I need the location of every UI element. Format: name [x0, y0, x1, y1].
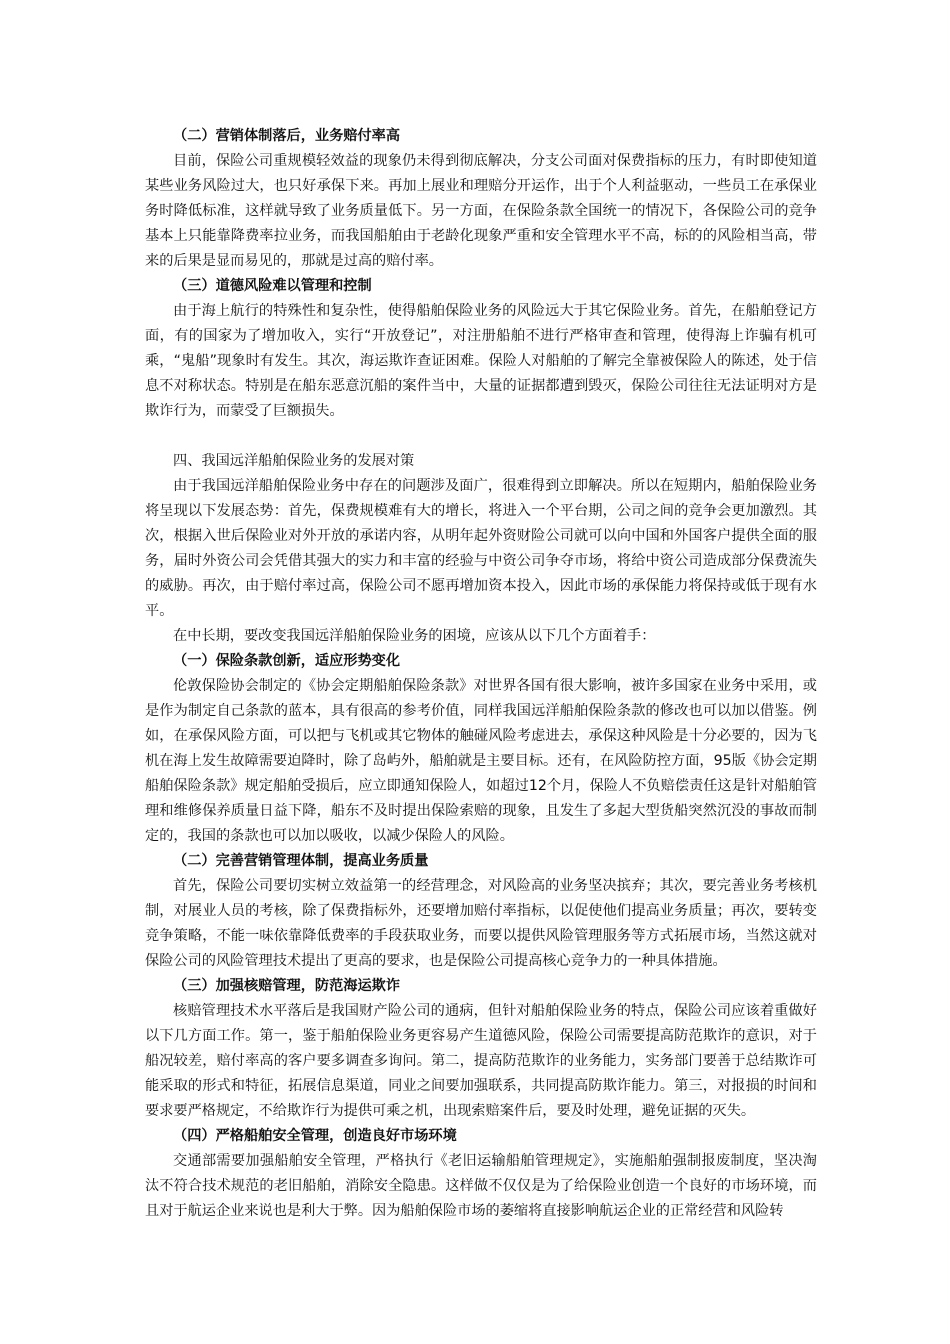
paragraph-long-term-intro: 在中长期，要改变我国远洋船舶保险业务的困境，应该从以下几个方面着手：	[173, 628, 656, 644]
document-page	[145, 124, 817, 1224]
subsection-heading-marketing-management: （二）完善营销管理体制，提高业务质量	[173, 853, 429, 869]
paragraph-short-term: 由于我国远洋船舶保险业务中存在的问题涉及面广，很难得到立即解决。所以在短期内，船舶保险业务将呈现以下发展态势：首先，保费规模难有大的增长，将进入一个平台期，公司之间的竞争会更加激烈。其次，根据入世后保险业对外开放的承诺内容，从明年起外资财险公司就可以向中国和外国客户提供全面的服务，届时外资公司会凭借其强大的实力和丰富的经验与中资公司争夺市场，将给中资公司造成部分保费流失的威胁。再次，由于赔付率过高，保险公司不愿再增加资本投入，因此市场的承保能力将保持或低于现有水平。	[145, 478, 817, 619]
section-heading-countermeasures: 四、我国远洋船舶保险业务的发展对策	[173, 453, 415, 469]
paragraph-ship-safety: 交通部需要加强船舶安全管理，严格执行《老旧运输船舶管理规定》，实施船舶强制报废制度，坚决淘汰不符合技术规范的老旧船舶，消除安全隐患。这样做不仅仅是为了给保险业创造一个良好的市场环境，而且对于航运企业来说也是利大于弊。因为船舶保险市场的萎缩将直接影响航运企业的正常经营和风险转	[145, 1153, 817, 1219]
subsection-heading-moral-risk: （三）道德风险难以管理和控制	[173, 278, 372, 294]
paragraph-marketing-management: 首先，保险公司要切实树立效益第一的经营理念，对风险高的业务坚决摈弃；其次，要完善业务考核机制，对展业人员的考核，除了保费指标外，还要增加赔付率指标，以促使他们提高业务质量；再次，要转变竞争策略，不能一味依靠降低费率的手段获取业务，而要以提供风险管理服务等方式拓展市场，当然这就对保险公司的风险管理技术提出了更高的要求，也是保险公司提高核心竞争力的一种具体措施。	[145, 878, 817, 969]
subsection-heading-claims-management: （三）加强核赔管理，防范海运欺诈	[173, 978, 401, 994]
subsection-heading-clause-innovation: （一）保险条款创新，适应形势变化	[173, 653, 401, 669]
paragraph-moral-risk: 由于海上航行的特殊性和复杂性，使得船舶保险业务的风险远大于其它保险业务。首先，在船舶登记方面，有的国家为了增加收入，实行“开放登记”，对注册船舶不进行严格审查和管理，使得海上诈骗有机可乘，“鬼船”现象时有发生。其次，海运欺诈查证困难。保险人对船舶的了解完全靠被保险人的陈述，处于信息不对称状态。特别是在船东恶意沉船的案件当中，大量的证据都遭到毁灭，保险公司往往无法证明对方是欺诈行为，而蒙受了巨额损失。	[145, 303, 817, 419]
paragraph-clause-innovation: 伦敦保险协会制定的《协会定期船舶保险条款》对世界各国有很大影响，被许多国家在业务中采用，或是作为制定自己条款的蓝本，具有很高的参考价值，同样我国远洋船舶保险条款的修改也可以加以借鉴。例如，在承保风险方面，可以把与飞机或其它物体的触碰风险考虑进去，承保这种风险是十分必要的，因为飞机在海上发生故障需要迫降时，除了岛屿外，船舶就是主要目标。还有，在风险防控方面，95版《协会定期船舶保险条款》规定船舶受损后，应立即通知保险人，如超过12个月，保险人不负赔偿责任这是针对船舶管理和维修保养质量日益下降，船东不及时提出保险索赔的现象，且发生了多起大型货船突然沉没的事故而制定的，我国的条款也可以加以吸收，以减少保险人的风险。	[145, 678, 817, 844]
paragraph-marketing: 目前，保险公司重规模轻效益的现象仍未得到彻底解决，分支公司面对保费指标的压力，有时即使知道某些业务风险过大，也只好承保下来。再加上展业和理赔分开运作，出于个人利益驱动，一些员工在承保业务时降低标准，这样就导致了业务质量低下。另一方面，在保险条款全国统一的情况下，各保险公司的竞争基本上只能靠降费率拉业务，而我国船舶由于老龄化现象严重和安全管理水平不高，标的的风险相当高，带来的后果是显而易见的，那就是过高的赔付率。	[145, 153, 817, 269]
subsection-heading-marketing: （二）营销体制落后，业务赔付率高	[173, 128, 401, 144]
paragraph-claims-management: 核赔管理技术水平落后是我国财产险公司的通病，但针对船舶保险业务的特点，保险公司应该着重做好以下几方面工作。第一，鉴于船舶保险业务更容易产生道德风险，保险公司需要提高防范欺诈的意识，对于船况较差，赔付率高的客户要多调查多询问。第二，提高防范欺诈的业务能力，实务部门要善于总结欺诈可能采取的形式和特征，拓展信息渠道，同业之间要加强联系，共同提高防欺诈能力。第三，对报损的时间和要求要严格规定，不给欺诈行为提供可乘之机，出现索赔案件后，要及时处理，避免证据的灭失。	[145, 1003, 817, 1119]
subsection-heading-ship-safety: （四）严格船舶安全管理，创造良好市场环境	[173, 1128, 457, 1144]
